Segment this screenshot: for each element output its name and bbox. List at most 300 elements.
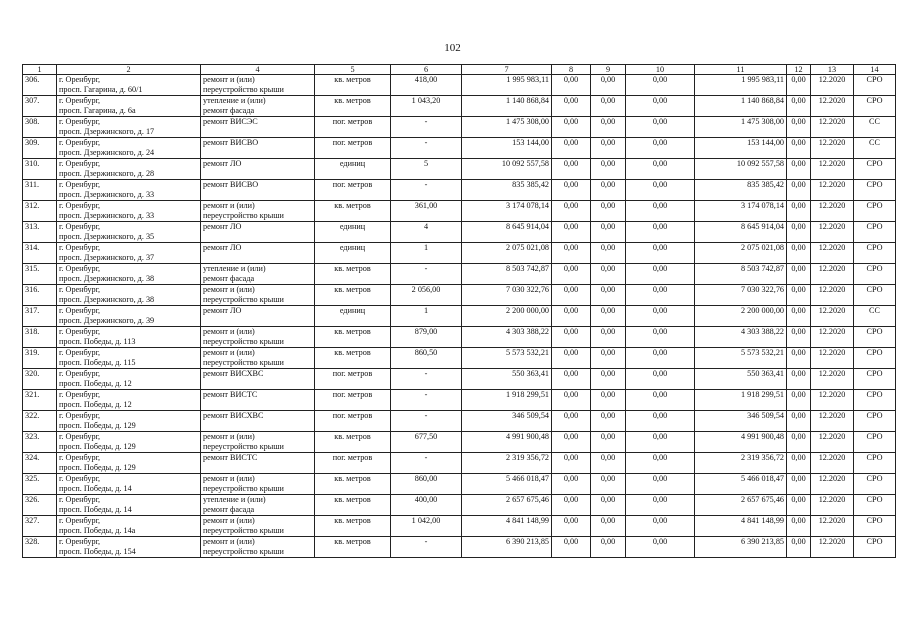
fund-cell: 0,00 (787, 432, 811, 453)
row-number: 327. (23, 516, 57, 537)
total-cost-cell: 1 475 308,00 (462, 117, 552, 138)
row-number: 322. (23, 411, 57, 432)
quantity-cell: 1 042,00 (391, 516, 462, 537)
address-cell (57, 411, 201, 432)
address-cell (57, 180, 201, 201)
unit-cell: кв. метров (315, 432, 391, 453)
work-type-line: ремонт ВИСХВС (203, 369, 264, 378)
fund-cell: 0,00 (787, 138, 811, 159)
completion-date-cell: 12.2020 (811, 348, 854, 369)
address-line: просп. Победы, д. 129 (59, 420, 136, 430)
method-cell: СРО (854, 180, 896, 201)
work-type-cell (201, 306, 315, 327)
column-number-row (23, 65, 896, 75)
work-type-line: утепление и (или) (203, 495, 266, 504)
fund-cell: 0,00 (591, 243, 626, 264)
total-cost-cell: 6 390 213,85 (462, 537, 552, 558)
method-cell: СРО (854, 348, 896, 369)
address-cell (57, 264, 201, 285)
owners-funds-cell: 4 991 900,48 (695, 432, 787, 453)
method-cell: СС (854, 306, 896, 327)
works-table (22, 64, 896, 558)
total-cost-cell: 2 657 675,46 (462, 495, 552, 516)
completion-date-cell: 12.2020 (811, 453, 854, 474)
completion-date-cell: 12.2020 (811, 138, 854, 159)
address-cell (57, 537, 201, 558)
method-cell: СС (854, 138, 896, 159)
table-row (23, 285, 896, 306)
address-line: г. Оренбург, (59, 411, 101, 420)
address-line: г. Оренбург, (59, 327, 101, 336)
fund-cell: 0,00 (787, 327, 811, 348)
fund-cell: 0,00 (626, 243, 695, 264)
total-cost-cell: 550 363,41 (462, 369, 552, 390)
total-cost-cell: 4 303 388,22 (462, 327, 552, 348)
column-number-header: 6 (391, 65, 462, 75)
fund-cell: 0,00 (591, 264, 626, 285)
fund-cell: 0,00 (552, 432, 591, 453)
fund-cell: 0,00 (787, 516, 811, 537)
quantity-cell: 361,00 (391, 201, 462, 222)
owners-funds-cell: 1 140 868,84 (695, 96, 787, 117)
unit-cell: кв. метров (315, 495, 391, 516)
table-row (23, 159, 896, 180)
fund-cell: 0,00 (787, 75, 811, 96)
owners-funds-cell: 1 918 299,51 (695, 390, 787, 411)
address-line: г. Оренбург, (59, 96, 101, 105)
fund-cell: 0,00 (787, 117, 811, 138)
owners-funds-cell: 1 475 308,00 (695, 117, 787, 138)
fund-cell: 0,00 (787, 222, 811, 243)
address-line: г. Оренбург, (59, 285, 101, 294)
address-line: г. Оренбург, (59, 117, 101, 126)
table-row (23, 390, 896, 411)
quantity-cell: 860,00 (391, 474, 462, 495)
row-number: 306. (23, 75, 57, 96)
unit-cell: пог. метров (315, 390, 391, 411)
row-number: 323. (23, 432, 57, 453)
table-row (23, 243, 896, 264)
column-number-header: 9 (591, 65, 626, 75)
work-type-line: переустройство крыши (203, 441, 284, 451)
table-row (23, 495, 896, 516)
quantity-cell: - (391, 537, 462, 558)
address-cell (57, 453, 201, 474)
address-line: просп. Дзержинского, д. 38 (59, 273, 155, 283)
completion-date-cell: 12.2020 (811, 432, 854, 453)
table-row (23, 369, 896, 390)
address-cell (57, 243, 201, 264)
fund-cell: 0,00 (626, 432, 695, 453)
fund-cell: 0,00 (626, 117, 695, 138)
row-number: 310. (23, 159, 57, 180)
table-row (23, 222, 896, 243)
completion-date-cell: 12.2020 (811, 201, 854, 222)
table-row (23, 138, 896, 159)
address-cell (57, 138, 201, 159)
unit-cell: кв. метров (315, 264, 391, 285)
completion-date-cell: 12.2020 (811, 75, 854, 96)
unit-cell: кв. метров (315, 201, 391, 222)
unit-cell: кв. метров (315, 516, 391, 537)
unit-cell: пог. метров (315, 411, 391, 432)
total-cost-cell: 153 144,00 (462, 138, 552, 159)
fund-cell: 0,00 (787, 264, 811, 285)
row-number: 319. (23, 348, 57, 369)
address-line: г. Оренбург, (59, 537, 101, 546)
work-type-line: ремонт ВИСВО (203, 180, 259, 189)
owners-funds-cell: 7 030 322,76 (695, 285, 787, 306)
fund-cell: 0,00 (626, 222, 695, 243)
work-type-cell (201, 411, 315, 432)
method-cell: СРО (854, 369, 896, 390)
fund-cell: 0,00 (591, 327, 626, 348)
fund-cell: 0,00 (591, 474, 626, 495)
work-type-cell (201, 75, 315, 96)
total-cost-cell: 2 200 000,00 (462, 306, 552, 327)
total-cost-cell: 346 509,54 (462, 411, 552, 432)
method-cell: СС (854, 117, 896, 138)
fund-cell: 0,00 (591, 432, 626, 453)
unit-cell: кв. метров (315, 285, 391, 306)
address-cell (57, 432, 201, 453)
work-type-line: ремонт ВИСВО (203, 138, 259, 147)
address-line: г. Оренбург, (59, 180, 101, 189)
unit-cell: кв. метров (315, 474, 391, 495)
total-cost-cell: 8 503 742,87 (462, 264, 552, 285)
row-number: 316. (23, 285, 57, 306)
fund-cell: 0,00 (787, 537, 811, 558)
fund-cell: 0,00 (552, 390, 591, 411)
total-cost-cell: 1 140 868,84 (462, 96, 552, 117)
completion-date-cell: 12.2020 (811, 327, 854, 348)
work-type-line: ремонт и (или) (203, 75, 255, 84)
address-cell (57, 327, 201, 348)
unit-cell: пог. метров (315, 138, 391, 159)
owners-funds-cell: 5 466 018,47 (695, 474, 787, 495)
unit-cell: кв. метров (315, 96, 391, 117)
column-number-header: 13 (811, 65, 854, 75)
address-cell (57, 117, 201, 138)
fund-cell: 0,00 (591, 495, 626, 516)
unit-cell: кв. метров (315, 327, 391, 348)
quantity-cell: 677,50 (391, 432, 462, 453)
total-cost-cell: 4 991 900,48 (462, 432, 552, 453)
work-type-cell (201, 117, 315, 138)
address-line: просп. Дзержинского, д. 17 (59, 126, 155, 136)
address-line: просп. Победы, д. 14 (59, 504, 132, 514)
fund-cell: 0,00 (552, 453, 591, 474)
owners-funds-cell: 8 503 742,87 (695, 264, 787, 285)
fund-cell: 0,00 (787, 180, 811, 201)
fund-cell: 0,00 (787, 390, 811, 411)
work-type-cell (201, 285, 315, 306)
address-cell (57, 222, 201, 243)
fund-cell: 0,00 (552, 285, 591, 306)
address-line: просп. Победы, д. 154 (59, 546, 136, 556)
address-line: просп. Победы, д. 12 (59, 399, 132, 409)
address-cell (57, 96, 201, 117)
fund-cell: 0,00 (591, 306, 626, 327)
fund-cell: 0,00 (552, 369, 591, 390)
table-row (23, 117, 896, 138)
address-line: просп. Победы, д. 12 (59, 378, 132, 388)
work-type-line: ремонт ВИСТС (203, 390, 258, 399)
method-cell: СРО (854, 201, 896, 222)
work-type-line: переустройство крыши (203, 336, 284, 346)
fund-cell: 0,00 (552, 180, 591, 201)
work-type-line: ремонт и (или) (203, 474, 255, 483)
address-cell (57, 495, 201, 516)
work-type-line: ремонт и (или) (203, 432, 255, 441)
quantity-cell: 860,50 (391, 348, 462, 369)
owners-funds-cell: 2 200 000,00 (695, 306, 787, 327)
fund-cell: 0,00 (787, 243, 811, 264)
row-number: 312. (23, 201, 57, 222)
total-cost-cell: 8 645 914,04 (462, 222, 552, 243)
address-line: просп. Победы, д. 113 (59, 336, 136, 346)
method-cell: СРО (854, 390, 896, 411)
address-line: г. Оренбург, (59, 495, 101, 504)
owners-funds-cell: 835 385,42 (695, 180, 787, 201)
method-cell: СРО (854, 327, 896, 348)
work-type-line: ремонт и (или) (203, 327, 255, 336)
owners-funds-cell: 550 363,41 (695, 369, 787, 390)
work-type-line: ремонт ЛО (203, 243, 242, 252)
fund-cell: 0,00 (787, 306, 811, 327)
work-type-line: ремонт и (или) (203, 285, 255, 294)
address-cell (57, 285, 201, 306)
total-cost-cell: 1 918 299,51 (462, 390, 552, 411)
address-line: просп. Дзержинского, д. 33 (59, 210, 155, 220)
address-line: просп. Победы, д. 115 (59, 357, 136, 367)
row-number: 313. (23, 222, 57, 243)
address-line: просп. Дзержинского, д. 38 (59, 294, 155, 304)
column-number-header: 10 (626, 65, 695, 75)
column-number-header: 8 (552, 65, 591, 75)
address-line: г. Оренбург, (59, 516, 101, 525)
work-type-cell (201, 495, 315, 516)
work-type-line: переустройство крыши (203, 525, 284, 535)
fund-cell: 0,00 (591, 201, 626, 222)
completion-date-cell: 12.2020 (811, 117, 854, 138)
completion-date-cell: 12.2020 (811, 180, 854, 201)
owners-funds-cell: 3 174 078,14 (695, 201, 787, 222)
work-type-cell (201, 180, 315, 201)
owners-funds-cell: 8 645 914,04 (695, 222, 787, 243)
method-cell: СРО (854, 264, 896, 285)
quantity-cell: - (391, 138, 462, 159)
table-row (23, 201, 896, 222)
fund-cell: 0,00 (626, 96, 695, 117)
unit-cell: пог. метров (315, 369, 391, 390)
method-cell: СРО (854, 159, 896, 180)
fund-cell: 0,00 (552, 474, 591, 495)
work-type-line: ремонт и (или) (203, 516, 255, 525)
table-row (23, 327, 896, 348)
row-number: 307. (23, 96, 57, 117)
address-cell (57, 516, 201, 537)
address-cell (57, 348, 201, 369)
column-number-header: 1 (23, 65, 57, 75)
owners-funds-cell: 153 144,00 (695, 138, 787, 159)
address-line: г. Оренбург, (59, 474, 101, 483)
owners-funds-cell: 4 841 148,99 (695, 516, 787, 537)
quantity-cell: - (391, 411, 462, 432)
fund-cell: 0,00 (552, 222, 591, 243)
owners-funds-cell: 4 303 388,22 (695, 327, 787, 348)
method-cell: СРО (854, 432, 896, 453)
fund-cell: 0,00 (591, 117, 626, 138)
total-cost-cell: 5 466 018,47 (462, 474, 552, 495)
unit-cell: кв. метров (315, 75, 391, 96)
work-type-cell (201, 96, 315, 117)
fund-cell: 0,00 (626, 474, 695, 495)
fund-cell: 0,00 (626, 327, 695, 348)
work-type-line: переустройство крыши (203, 294, 284, 304)
fund-cell: 0,00 (787, 348, 811, 369)
fund-cell: 0,00 (626, 390, 695, 411)
method-cell: СРО (854, 537, 896, 558)
address-line: г. Оренбург, (59, 306, 101, 315)
table-row (23, 537, 896, 558)
address-cell (57, 306, 201, 327)
fund-cell: 0,00 (552, 243, 591, 264)
owners-funds-cell: 1 995 983,11 (695, 75, 787, 96)
unit-cell: пог. метров (315, 117, 391, 138)
fund-cell: 0,00 (626, 75, 695, 96)
fund-cell: 0,00 (552, 537, 591, 558)
unit-cell: единиц (315, 243, 391, 264)
quantity-cell: 5 (391, 159, 462, 180)
row-number: 324. (23, 453, 57, 474)
address-cell (57, 369, 201, 390)
method-cell: СРО (854, 516, 896, 537)
row-number: 318. (23, 327, 57, 348)
fund-cell: 0,00 (591, 159, 626, 180)
owners-funds-cell: 10 092 557,58 (695, 159, 787, 180)
quantity-cell: 400,00 (391, 495, 462, 516)
fund-cell: 0,00 (591, 348, 626, 369)
fund-cell: 0,00 (626, 369, 695, 390)
address-line: просп. Дзержинского, д. 24 (59, 147, 155, 157)
owners-funds-cell: 346 509,54 (695, 411, 787, 432)
work-type-cell (201, 327, 315, 348)
address-line: просп. Победы, д. 129 (59, 441, 136, 451)
completion-date-cell: 12.2020 (811, 495, 854, 516)
fund-cell: 0,00 (591, 411, 626, 432)
completion-date-cell: 12.2020 (811, 390, 854, 411)
unit-cell: кв. метров (315, 537, 391, 558)
work-type-line: ремонт ВИСТС (203, 453, 258, 462)
fund-cell: 0,00 (787, 474, 811, 495)
method-cell: СРО (854, 453, 896, 474)
fund-cell: 0,00 (552, 264, 591, 285)
total-cost-cell: 2 319 356,72 (462, 453, 552, 474)
method-cell: СРО (854, 243, 896, 264)
fund-cell: 0,00 (552, 348, 591, 369)
method-cell: СРО (854, 474, 896, 495)
row-number: 326. (23, 495, 57, 516)
owners-funds-cell: 2 657 675,46 (695, 495, 787, 516)
address-line: г. Оренбург, (59, 390, 101, 399)
fund-cell: 0,00 (626, 159, 695, 180)
table-row (23, 348, 896, 369)
work-type-cell (201, 159, 315, 180)
completion-date-cell: 12.2020 (811, 222, 854, 243)
fund-cell: 0,00 (591, 516, 626, 537)
fund-cell: 0,00 (787, 201, 811, 222)
column-number-header: 7 (462, 65, 552, 75)
fund-cell: 0,00 (552, 327, 591, 348)
column-number-header: 12 (787, 65, 811, 75)
quantity-cell: 418,00 (391, 75, 462, 96)
column-number-header: 4 (201, 65, 315, 75)
fund-cell: 0,00 (552, 201, 591, 222)
fund-cell: 0,00 (552, 96, 591, 117)
fund-cell: 0,00 (552, 75, 591, 96)
work-type-line: ремонт ВИСЭС (203, 117, 258, 126)
fund-cell: 0,00 (591, 75, 626, 96)
address-line: г. Оренбург, (59, 159, 101, 168)
fund-cell: 0,00 (591, 222, 626, 243)
table-row (23, 474, 896, 495)
fund-cell: 0,00 (626, 285, 695, 306)
fund-cell: 0,00 (552, 117, 591, 138)
quantity-cell: - (391, 264, 462, 285)
address-line: просп. Дзержинского, д. 37 (59, 252, 155, 262)
work-type-line: ремонт ЛО (203, 222, 242, 231)
work-type-line: утепление и (или) (203, 96, 266, 105)
address-line: г. Оренбург, (59, 222, 101, 231)
address-line: г. Оренбург, (59, 138, 101, 147)
work-type-cell (201, 264, 315, 285)
total-cost-cell: 2 075 021,08 (462, 243, 552, 264)
total-cost-cell: 1 995 983,11 (462, 75, 552, 96)
quantity-cell: - (391, 390, 462, 411)
table-row (23, 306, 896, 327)
table-row (23, 96, 896, 117)
address-line: просп. Гагарина, д. 60/1 (59, 84, 143, 94)
column-number-header: 14 (854, 65, 896, 75)
work-type-line: ремонт фасада (203, 273, 255, 283)
completion-date-cell: 12.2020 (811, 96, 854, 117)
table-row (23, 516, 896, 537)
completion-date-cell: 12.2020 (811, 285, 854, 306)
table-row (23, 180, 896, 201)
fund-cell: 0,00 (591, 453, 626, 474)
row-number: 320. (23, 369, 57, 390)
table-row (23, 411, 896, 432)
work-type-line: переустройство крыши (203, 210, 284, 220)
unit-cell: единиц (315, 222, 391, 243)
work-type-line: ремонт и (или) (203, 537, 255, 546)
fund-cell: 0,00 (591, 369, 626, 390)
row-number: 317. (23, 306, 57, 327)
fund-cell: 0,00 (626, 306, 695, 327)
fund-cell: 0,00 (626, 516, 695, 537)
fund-cell: 0,00 (591, 96, 626, 117)
quantity-cell: - (391, 117, 462, 138)
total-cost-cell: 7 030 322,76 (462, 285, 552, 306)
column-number-header: 5 (315, 65, 391, 75)
owners-funds-cell: 2 319 356,72 (695, 453, 787, 474)
owners-funds-cell: 2 075 021,08 (695, 243, 787, 264)
owners-funds-cell: 5 573 532,21 (695, 348, 787, 369)
work-type-line: ремонт ВИСХВС (203, 411, 264, 420)
completion-date-cell: 12.2020 (811, 306, 854, 327)
fund-cell: 0,00 (591, 390, 626, 411)
